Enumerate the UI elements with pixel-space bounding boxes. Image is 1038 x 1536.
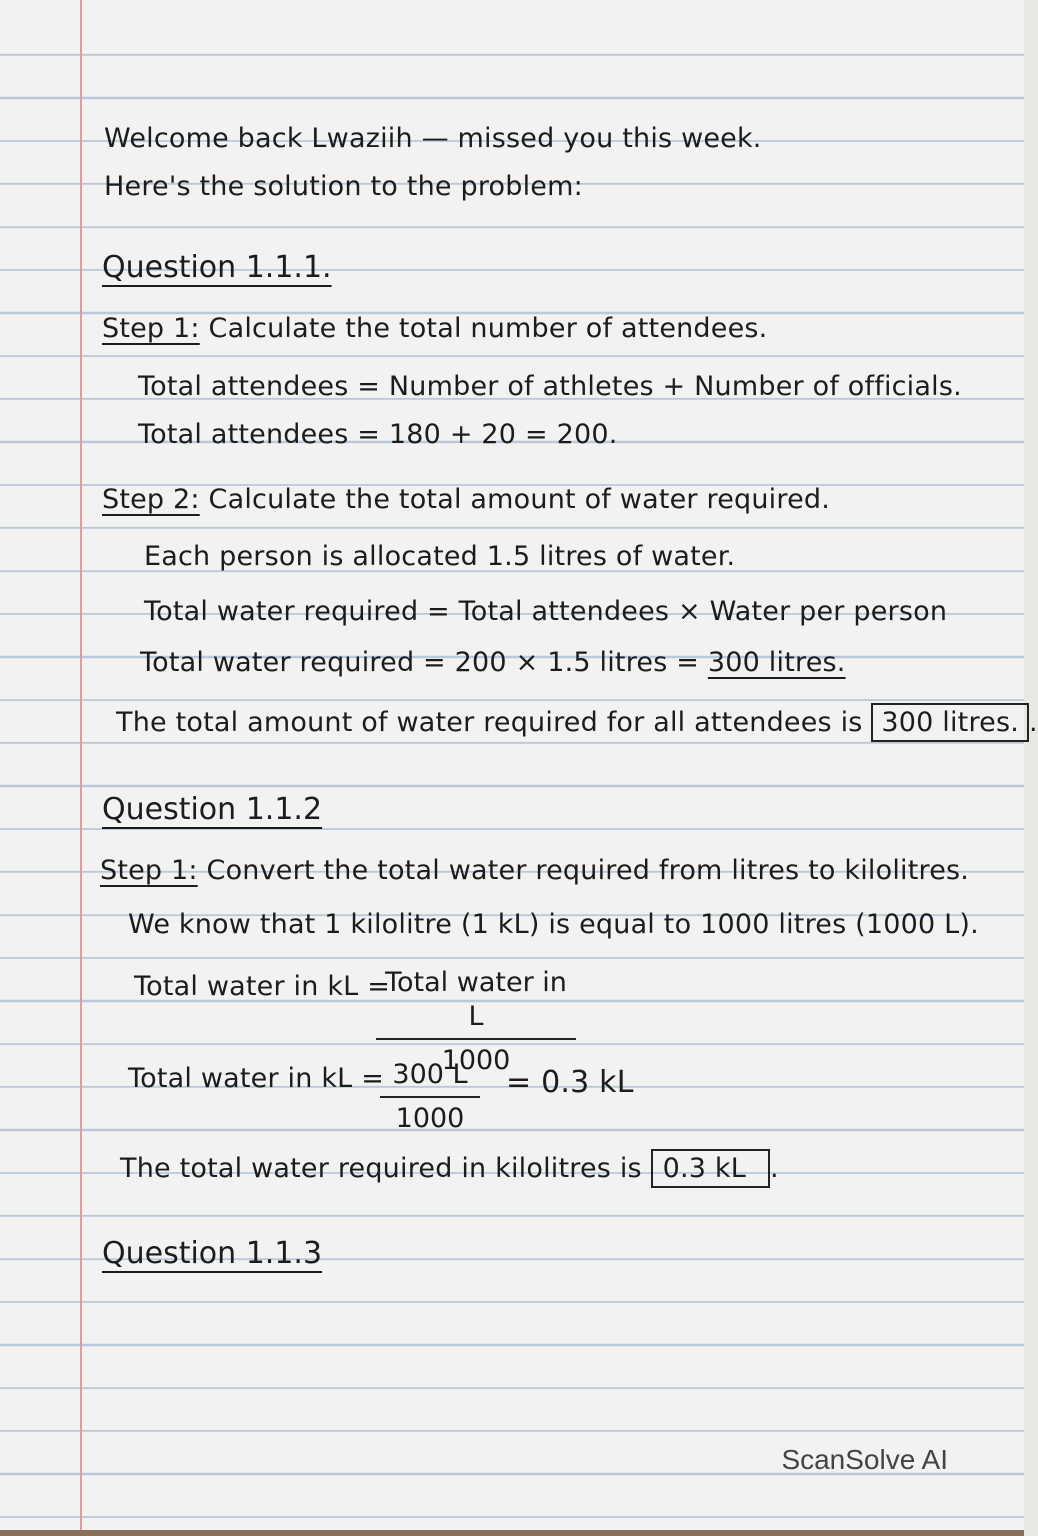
- q2-conclusion: [120, 1152, 779, 1186]
- q1-equation-4: Total water required = Total attendees × Water per person: [144, 596, 948, 627]
- q2-step1-text: Convert the total water required from litres to kilolitres.: [206, 855, 970, 886]
- q1-equation-5-text: Total water required = 200 × 1.5 litres =: [140, 647, 708, 678]
- q2-equation-1-lhs: Total water in kL =: [134, 971, 391, 1002]
- q1-equation-3: Each person is allocated 1.5 litres of water.: [144, 541, 736, 572]
- q1-step2-text: Calculate the total amount of water required.: [208, 484, 831, 515]
- q2-conclusion-text: The total water required in kilolitres is: [120, 1153, 651, 1184]
- q2-equation-1-denominator: 1000: [441, 1045, 511, 1076]
- question-1-1-2-heading: Question 1.1.2: [102, 792, 323, 827]
- q1-equation-5: [140, 646, 846, 680]
- q1-conclusion-text: The total amount of water required for all attendees is: [116, 707, 872, 738]
- q2-conclusion-period: .: [770, 1153, 779, 1184]
- margin-line: [80, 0, 82, 1530]
- desk-edge: [0, 1530, 1024, 1536]
- q2-step1: [100, 854, 969, 888]
- question-1-1-3-heading: Question 1.1.3: [102, 1236, 323, 1271]
- q2-equation-2-numerator: 300 L: [380, 1058, 480, 1098]
- q2-answer-box: 0.3 kL: [651, 1149, 770, 1188]
- q2-step1-label: Step 1:: [100, 855, 198, 886]
- q1-step1-text: Calculate the total number of attendees.: [208, 313, 768, 344]
- q2-fact: We know that 1 kilolitre (1 kL) is equal to 1000 litres (1000 L).: [128, 909, 979, 940]
- q1-answer-box: 300 litres.: [871, 703, 1029, 742]
- q1-equation-1: Total attendees = Number of athletes + Number of officials.: [138, 371, 962, 402]
- q2-equation-2-result: = 0.3 kL: [506, 1065, 634, 1100]
- q2-equation-2-lhs: Total water in kL =: [128, 1063, 385, 1094]
- intro-subline: Here's the solution to the problem:: [104, 171, 583, 202]
- q1-step1-label: Step 1:: [102, 313, 200, 344]
- q1-conclusion-period: .: [1029, 707, 1038, 738]
- q1-equation-2: Total attendees = 180 + 20 = 200.: [138, 419, 618, 450]
- intro-greeting: Welcome back Lwaziih — missed you this week.: [104, 123, 762, 154]
- q1-equation-5-answer: 300 litres.: [707, 647, 846, 678]
- brand-watermark: ScanSolve AI: [781, 1444, 948, 1475]
- q2-equation-1-numerator: Total water in L: [376, 966, 576, 1040]
- q1-step2-label: Step 2:: [102, 484, 200, 515]
- q1-conclusion: [116, 706, 1038, 740]
- question-1-1-1-heading: Question 1.1.1.: [102, 250, 332, 285]
- q2-equation-2-fraction: [330, 1058, 530, 1136]
- q2-equation-2-denominator: 1000: [395, 1103, 465, 1134]
- q1-step1: [102, 312, 767, 346]
- q1-step2: [102, 483, 830, 517]
